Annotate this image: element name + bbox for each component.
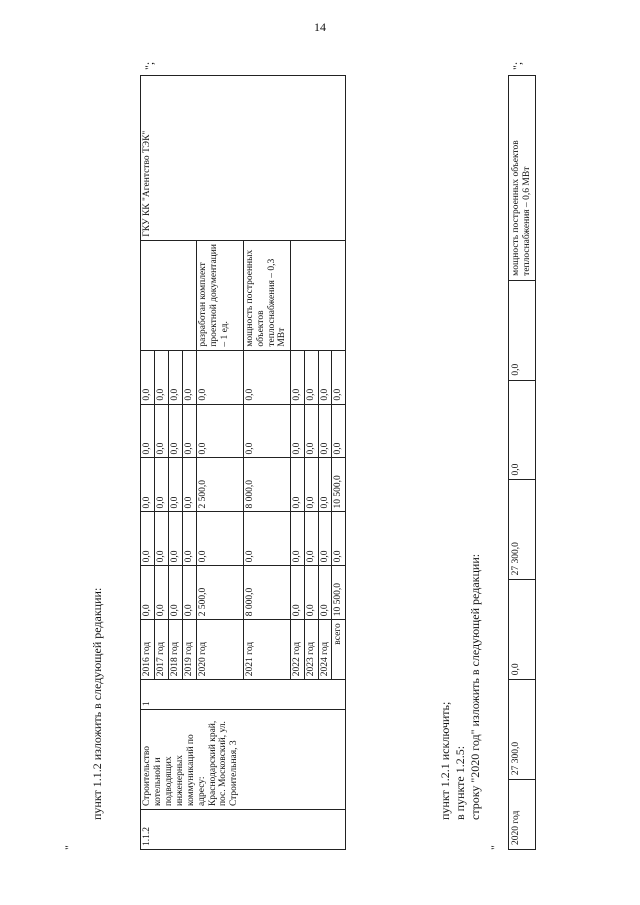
value-cell: 0,0 [318, 458, 332, 512]
value-cell: 0,0 [141, 404, 155, 458]
value-cell: 0,0 [168, 512, 182, 566]
year-cell: 2016 год [141, 620, 155, 680]
result-cell [141, 240, 197, 350]
year-cell: 2022 год [290, 620, 304, 680]
value-cell: 0,0 [182, 350, 196, 404]
value-cell: 0,0 [196, 512, 243, 566]
value-cell: 0,0 [154, 566, 168, 620]
year-cell: 2017 год [154, 620, 168, 680]
source-flag: 1 [141, 680, 346, 710]
value-cell: 0,0 [168, 458, 182, 512]
value-cell: 0,0 [243, 404, 290, 458]
executor-cell: ГКУ КК "Агентство ТЭК" [141, 76, 346, 241]
page-number: 14 [314, 20, 326, 34]
row-2020-table [508, 75, 536, 850]
value-cell: 0,0 [290, 404, 304, 458]
main-table [140, 75, 346, 850]
value-cell: 2 500,0 [196, 458, 243, 512]
value-cell: 0,0 [509, 580, 536, 680]
instruction-exclude: пункт 1.2.1 исключить; [438, 701, 452, 820]
value-cell: 0,0 [168, 404, 182, 458]
value-cell: 0,0 [304, 512, 318, 566]
value-cell: 0,0 [168, 350, 182, 404]
table-row [509, 76, 536, 850]
value-cell: 0,0 [332, 404, 346, 458]
value-cell: 0,0 [290, 458, 304, 512]
opening-quote: " [62, 845, 76, 850]
value-cell: 0,0 [318, 566, 332, 620]
result-cell: разработан комплект проектной документации – 1 ед. [196, 240, 243, 350]
result-cell: мощность построенных объектов теплоснабжения – 0,3 МВт [243, 240, 290, 350]
value-cell: 0,0 [332, 350, 346, 404]
item-name: Строительство котельной и подводящих инженерных коммуникаций по адресу: Краснодарский край, пос. Московский, ул. Строительная, 3 [141, 710, 346, 810]
value-cell: 0,0 [182, 404, 196, 458]
intro-instruction: пункт 1.1.2 изложить в следующей редакции: [90, 587, 104, 820]
table-row [141, 76, 155, 850]
year-cell: 2021 год [243, 620, 290, 680]
value-cell: 0,0 [243, 350, 290, 404]
value-cell: 10 500,0 [332, 566, 346, 620]
year-cell: 2024 год [318, 620, 332, 680]
value-cell: 0,0 [141, 458, 155, 512]
value-cell: 0,0 [182, 458, 196, 512]
year-cell: 2018 год [168, 620, 182, 680]
value-cell: 0,0 [141, 512, 155, 566]
value-cell: 0,0 [243, 512, 290, 566]
value-cell: 0,0 [304, 350, 318, 404]
value-cell: 0,0 [141, 350, 155, 404]
value-cell: 2 500,0 [196, 566, 243, 620]
value-cell: 0,0 [290, 566, 304, 620]
value-cell: 0,0 [304, 566, 318, 620]
value-cell: 0,0 [141, 566, 155, 620]
rotated-page-content [60, 30, 580, 850]
value-cell: 0,0 [290, 350, 304, 404]
item-number: 1.1.2 [141, 810, 346, 850]
closing-quote: "; [142, 61, 156, 70]
value-cell: 27 300,0 [509, 680, 536, 780]
result-cell: мощность построенных объектов теплоснабжения – 0,6 МВт [509, 76, 536, 281]
value-cell: 0,0 [196, 404, 243, 458]
value-cell: 0,0 [509, 380, 536, 480]
value-cell: 0,0 [304, 404, 318, 458]
value-cell: 10 500,0 [332, 458, 346, 512]
value-cell: 0,0 [304, 458, 318, 512]
result-cell [290, 240, 346, 350]
value-cell: 0,0 [318, 350, 332, 404]
value-cell: 0,0 [290, 512, 304, 566]
value-cell: 0,0 [318, 404, 332, 458]
year-cell: 2019 год [182, 620, 196, 680]
value-cell: 8 000,0 [243, 458, 290, 512]
value-cell: 0,0 [154, 512, 168, 566]
year-cell: всего [332, 620, 346, 680]
value-cell: 0,0 [182, 566, 196, 620]
instruction-row: строку "2020 год" изложить в следующей редакции: [468, 553, 482, 820]
value-cell: 0,0 [509, 280, 536, 380]
value-cell: 8 000,0 [243, 566, 290, 620]
value-cell: 0,0 [168, 566, 182, 620]
year-cell: 2023 год [304, 620, 318, 680]
value-cell: 27 300,0 [509, 480, 536, 580]
opening-quote-2: " [488, 845, 502, 850]
year-cell: 2020 год [509, 780, 536, 850]
value-cell: 0,0 [154, 350, 168, 404]
closing-quote-2: "; [510, 61, 524, 70]
value-cell: 0,0 [332, 512, 346, 566]
value-cell: 0,0 [196, 350, 243, 404]
value-cell: 0,0 [154, 404, 168, 458]
value-cell: 0,0 [182, 512, 196, 566]
value-cell: 0,0 [154, 458, 168, 512]
value-cell: 0,0 [318, 512, 332, 566]
year-cell: 2020 год [196, 620, 243, 680]
instruction-in-point: в пункте 1.2.5: [453, 745, 467, 820]
